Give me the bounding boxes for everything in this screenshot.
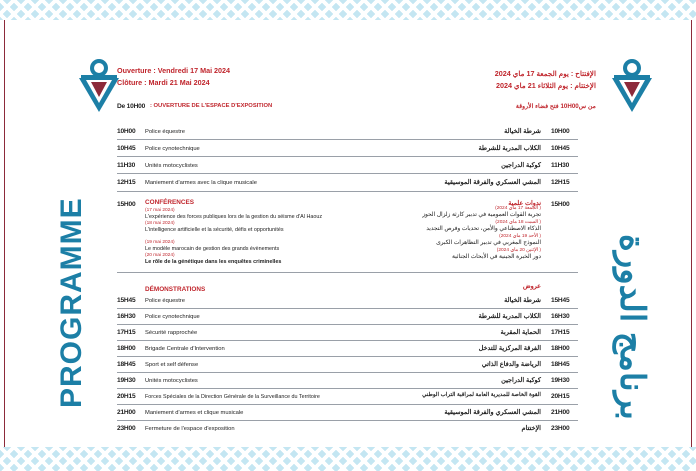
schedule-time: 20H15 [117,393,136,400]
conference-time: 15H00 [117,201,136,208]
arabic-programme-title: برنامج الدورة [613,234,651,420]
schedule-activity-ar: الحماية المقربة [500,329,541,336]
schedule-activity-fr: Police équestre [145,298,185,304]
row-divider [117,420,578,421]
schedule-time: 18H45 [551,361,570,368]
schedule-activity-ar: شرطة الخيالة [504,297,541,304]
schedule-activity-ar: الفرقة المركزية للتدخل [478,345,541,352]
schedule-time: 16H30 [551,313,570,320]
schedule-activity-fr: Sécurité rapprochée [145,330,198,336]
schedule-time: 12H15 [117,179,136,186]
police-emblem-icon [77,56,121,112]
bottom-decorative-border [0,447,696,471]
schedule-activity-ar: كوكبة الدراجين [501,377,541,384]
conference-date-ar: ( السبت 18 ماي 2024) [495,220,541,225]
demonstrations-title-ar: عروض [522,283,541,290]
schedule-time: 21H00 [117,409,136,416]
conference-date-ar: ( الجمعة 17 ماي 2024) [495,206,541,211]
opening-date-ar: الإفتتاح : يوم الجمعة 17 ماي 2024 [494,69,596,78]
schedule-time: 16H30 [117,313,136,320]
schedule-activity-ar: كوكبة الدراجين [501,162,541,169]
schedule-time: 11H30 [117,162,136,169]
top-decorative-border [0,0,696,20]
schedule-activity-fr: Fermeture de l'espace d'exposition [145,426,235,432]
schedule-time: 23H00 [117,425,136,432]
conference-topic-ar: الذكاء الاصطناعي والأمن، تحديات وفرص التجديد [426,226,541,232]
conference-date-fr: (19 mai 2024) [145,240,175,245]
schedule-time: 18H45 [117,361,136,368]
row-divider [117,404,578,405]
schedule-activity-ar: شرطة الخيالة [504,128,541,135]
schedule-activity-ar: الكلاب المدربة للشرطة [478,145,541,152]
row-divider [117,139,578,140]
schedule-time: 17H15 [117,329,136,336]
schedule-activity-ar: الرياضة والدفاع الذاتي [481,361,541,368]
conference-topic-fr: L'expérience des forces publiques lors de la gestion du séisme d'Al Haouz [145,214,323,220]
schedule-activity-ar: القوة الخاصة للمديرية العامة لمراقبة التراب الوطني [422,392,541,398]
conference-topic-fr: Le rôle de la génétique dans les enquêtes criminelles [145,259,282,265]
conference-topic-ar: تجربة القوات العمومية في تدبير كارثة زلزال الحوز [422,212,541,218]
row-divider [117,340,578,341]
row-divider [117,308,578,309]
conferences-title-ar: ندوات علمية [508,200,541,207]
closing-date-fr: Clôture : Mardi 21 Mai 2024 [117,78,210,87]
schedule-time: 21H00 [551,409,570,416]
conferences-title-fr: CONFÉRENCES [145,199,195,206]
row-divider [117,156,578,157]
schedule-activity-fr: Forces Spéciales de la Direction Générale de la Surveillance du Territoire [145,394,320,400]
row-divider [117,356,578,357]
schedule-activity-ar: الكلاب المدربة للشرطة [478,313,541,320]
conference-topic-ar: النموذج المغربي في تدبير التظاهرات الكبرى [436,240,541,246]
schedule-activity-fr: Sport et self défense [145,362,199,368]
schedule-time: 11H30 [551,162,570,169]
right-border-line [691,20,692,447]
conference-date-fr: (20 mai 2024) [145,253,175,258]
row-divider [117,272,578,273]
conference-date-ar: ( الإثنين 20 ماي 2024) [496,248,541,253]
schedule-time: 15H45 [117,297,136,304]
schedule-activity-ar: الإختتام [521,425,541,432]
schedule-time: 15H45 [551,297,570,304]
schedule-activity-fr: Police cynotechnique [145,146,200,152]
conference-date-fr: (18 mai 2024) [145,221,175,226]
row-divider [117,324,578,325]
row-divider [117,191,578,192]
demonstrations-title-fr: DÉMONSTRATIONS [145,286,206,293]
schedule-time: 18H00 [117,345,136,352]
programme-title: PROGRAMME [55,197,88,408]
closing-date-ar: الإختتام : يوم الثلاثاء 21 ماي 2024 [496,81,596,90]
schedule-time: 19H30 [551,377,570,384]
schedule-activity-fr: Police équestre [145,129,185,135]
schedule-time: 19H30 [117,377,136,384]
row-divider [117,372,578,373]
expo-time: De 10H00 [117,103,146,110]
schedule-time: 20H15 [551,393,570,400]
schedule-time: 17H15 [551,329,570,336]
police-emblem-icon [610,56,654,112]
expo-label-ar: من س10H00 فتح فضاء الأروقة [515,103,596,110]
schedule-activity-fr: Police cynotechnique [145,314,200,320]
schedule-activity-fr: Unités motocyclistes [145,378,198,384]
schedule-time: 12H15 [551,179,570,186]
conference-date-fr: (17 mai 2024) [145,208,175,213]
conference-topic-fr: Le modèle marocain de gestion des grands évènements [145,246,280,252]
conference-date-ar: ( الأحد 19 ماي 2024) [499,234,541,239]
opening-date-fr: Ouverture : Vendredi 17 Mai 2024 [117,66,231,75]
row-divider [117,388,578,389]
row-divider [117,173,578,174]
schedule-time: 23H00 [551,425,570,432]
schedule-activity-fr: Maniement d'armes et clique musicale [145,410,244,416]
schedule-activity-ar: المشي العسكري والفرقة الموسيقية [444,409,541,416]
left-border-line [4,20,5,447]
expo-label-fr: : OUVERTURE DE L'ESPACE D'EXPOSITION [150,103,273,109]
schedule-time: 10H45 [117,145,136,152]
conference-time: 15H00 [551,201,570,208]
schedule-activity-ar: المشي العسكري والفرقة الموسيقية [444,179,541,186]
schedule-activity-fr: Maniement d'armes avec la clique musicale [145,180,257,186]
conference-topic-ar: دور الخبرة الجينية في الأبحاث الجنائية [451,254,541,260]
schedule-time: 18H00 [551,345,570,352]
schedule-time: 10H00 [117,128,136,135]
schedule-time: 10H45 [551,145,570,152]
conference-topic-fr: L'intelligence artificielle et la sécurité, défis et opportunités [145,227,284,233]
schedule-time: 10H00 [551,128,570,135]
schedule-activity-fr: Brigade Centrale d'Intervention [145,346,225,352]
schedule-activity-fr: Unités motocyclistes [145,163,198,169]
